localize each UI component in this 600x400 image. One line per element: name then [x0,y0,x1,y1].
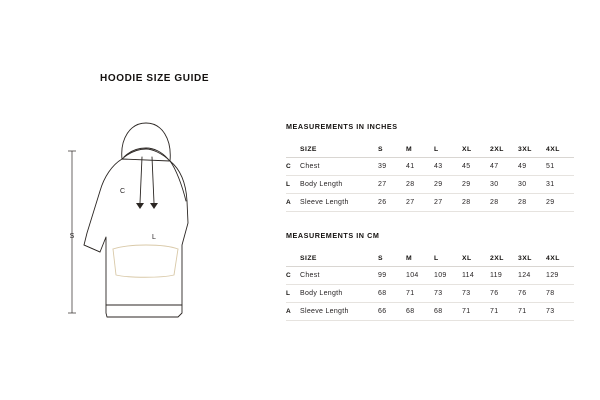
cell-4xl: 29 [546,199,555,206]
table-row [286,176,574,194]
cell-m: 68 [406,308,415,315]
th-xl: XL [462,250,490,267]
cell-xl: 71 [462,308,471,315]
cell-l: 109 [434,272,447,279]
cell-4xl: 31 [546,181,555,188]
table-title-inches: MEASUREMENTS IN INCHES [286,122,398,131]
cell-3xl: 28 [518,199,527,206]
cell-s: 39 [378,163,387,170]
cell-xl: 73 [462,290,471,297]
cell-2xl: 71 [490,308,499,315]
cell-l: 43 [434,163,443,170]
svg-text:C: C [120,188,126,195]
th-m: M [406,250,434,267]
cell-2xl: 47 [490,163,499,170]
row-key: C [286,163,291,170]
row-label: Body Length [300,181,343,188]
row-label: Body Length [300,290,343,297]
th-4xl: 4XL [546,141,574,158]
cell-4xl: 129 [546,272,559,279]
cell-4xl: 78 [546,290,555,297]
cell-l: 68 [434,308,443,315]
cell-l: 29 [434,181,443,188]
cell-xl: 28 [462,199,471,206]
cell-s: 66 [378,308,387,315]
cell-2xl: 30 [490,181,499,188]
cell-l: 27 [434,199,443,206]
page-title: HOODIE SIZE GUIDE [100,73,210,84]
cell-3xl: 30 [518,181,527,188]
cell-3xl: 124 [518,272,531,279]
row-key: A [286,199,291,206]
th-4xl: 4XL [546,250,574,267]
cell-3xl: 49 [518,163,527,170]
hoodie-illustration [60,105,260,340]
cell-xl: 45 [462,163,471,170]
cell-m: 27 [406,199,415,206]
th-key [286,250,300,267]
table-row [286,285,574,303]
svg-text:L: L [152,234,156,241]
th-l: L [434,141,462,158]
cell-s: 68 [378,290,387,297]
cell-m: 71 [406,290,415,297]
cell-4xl: 73 [546,308,555,315]
measurements-cm-block [286,231,560,321]
table-header-row [286,250,574,267]
row-key: L [286,290,291,297]
th-xl: XL [462,141,490,158]
table-row [286,194,574,212]
cell-2xl: 28 [490,199,499,206]
th-2xl: 2XL [490,141,518,158]
th-3xl: 3XL [518,250,546,267]
th-3xl: 3XL [518,141,546,158]
cell-m: 104 [406,272,419,279]
th-m: M [406,141,434,158]
cell-m: 28 [406,181,415,188]
cell-3xl: 76 [518,290,527,297]
cell-m: 41 [406,163,415,170]
cell-s: 27 [378,181,387,188]
th-size: SIZE [300,250,378,267]
table-title-cm: MEASUREMENTS IN CM [286,231,380,240]
table-row [286,303,574,321]
measurements-table-inches [286,141,574,212]
table-row [286,267,574,285]
cell-4xl: 51 [546,163,555,170]
cell-xl: 29 [462,181,471,188]
th-s: S [378,250,406,267]
th-key [286,141,300,158]
th-s: S [378,141,406,158]
row-label: Sleeve Length [300,308,349,315]
row-label: Chest [300,163,320,170]
cell-s: 26 [378,199,387,206]
cell-xl: 114 [462,272,475,279]
measurements-inches-block [286,122,560,212]
row-key: C [286,272,291,279]
th-size: SIZE [300,141,378,158]
cell-2xl: 76 [490,290,499,297]
svg-text:S: S [69,233,75,240]
th-2xl: 2XL [490,250,518,267]
cell-l: 73 [434,290,443,297]
th-l: L [434,250,462,267]
cell-3xl: 71 [518,308,527,315]
table-header-row [286,141,574,158]
measurements-table-cm [286,250,574,321]
row-key: L [286,181,291,188]
table-row [286,158,574,176]
cell-2xl: 119 [490,272,503,279]
row-key: A [286,308,291,315]
cell-s: 99 [378,272,387,279]
row-label: Chest [300,272,320,279]
row-label: Sleeve Length [300,199,349,206]
